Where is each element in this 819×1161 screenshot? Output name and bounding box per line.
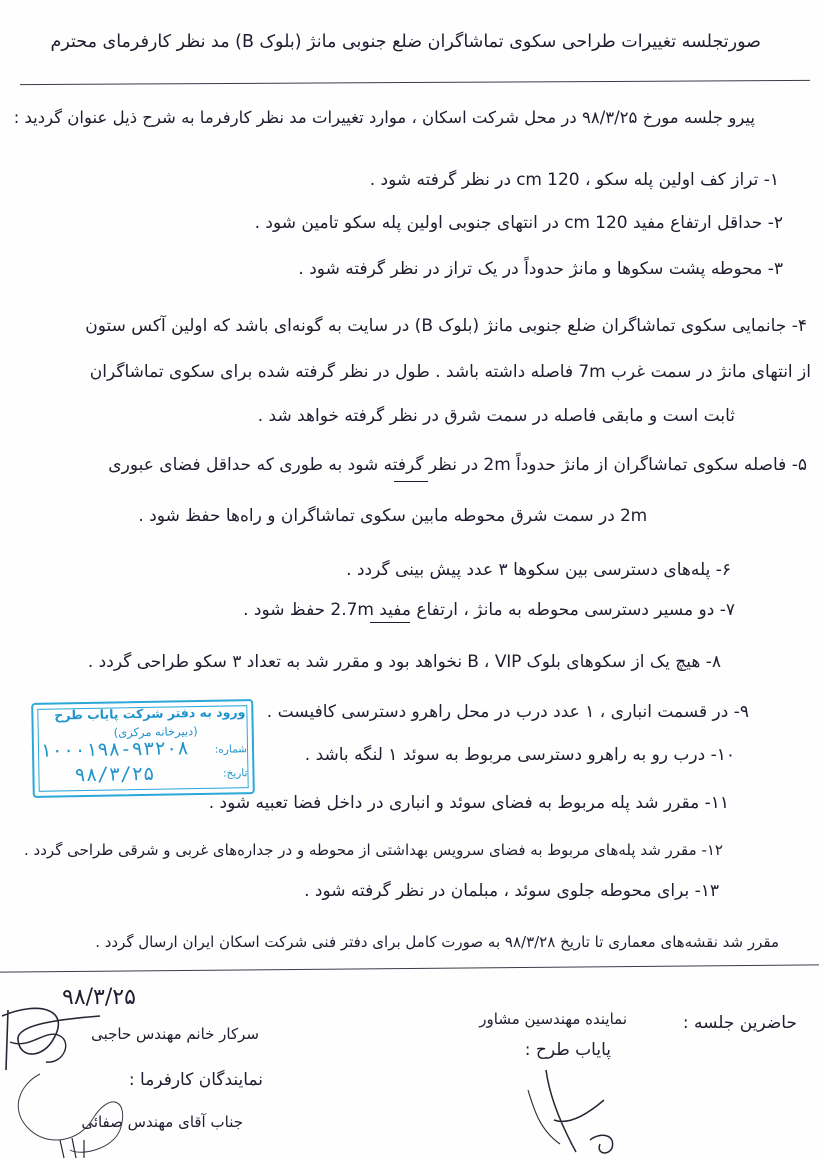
signature-right — [520, 1060, 640, 1161]
item-5-line-1: ۵- فاصله سکوی تماشاگران از مانژ حدوداً 2m در نظر گرفته شود به طوری که حداقل فضای عبوری — [108, 455, 807, 475]
stamp-number-value: ۱۰۰۰۱۹۸-۹۳۲۰۸ — [39, 737, 189, 762]
item-4-line-3: ثابت است و مابقی فاصله در سمت شرق در نظر گرفته خواهد شد . — [257, 406, 735, 426]
item-4-line-2: از انتهای مانژ در سمت غرب 7m فاصله داشته باشد . طول در نظر گرفته شده برای سکوی تماشاگران — [89, 362, 811, 382]
conclusion-paragraph: مقرر شد نقشه‌های معماری تا تاریخ ۹۸/۳/۲۸ به صورت کامل برای دفتر فنی شرکت اسکان ایران ارسال گردد . — [95, 933, 779, 951]
stamp-date-label: تاریخ: — [222, 767, 248, 780]
item-9: ۹- در قسمت انباری ، ۱ عدد درب در محل راهرو دسترسی کافیست . — [266, 702, 749, 722]
receipt-stamp — [31, 699, 255, 798]
document-title: صورتجلسه تغییرات طراحی سکوی تماشاگران ضلع جنوبی مانژ (بلوک B) مد نظر کارفرمای محترم — [50, 32, 761, 52]
item-13: ۱۳- برای محوطه جلوی سوئد ، مبلمان در نظر گرفته شود . — [304, 881, 719, 901]
item-4-line-1: ۴- جانمایی سکوی تماشاگران ضلع جنوبی مانژ (بلوک B) در سایت به گونه‌ای باشد که اولین آکس ستون — [85, 316, 807, 336]
item-8: ۸- هیچ یک از سکوهای بلوک B ، VIP نخواهد بود و مقرر شد به تعداد ۳ سکو طراحی گردد . — [87, 652, 721, 672]
item-11: ۱۱- مقرر شد پله مربوط به فضای سوئد و انباری در داخل فضا تعبیه شود . — [208, 793, 729, 813]
item-6: ۶- پله‌های دسترسی بین سکوها ۳ عدد پیش بینی گردد . — [346, 560, 731, 580]
employer-rep-2: جناب آقای مهندس صفائی — [81, 1113, 243, 1131]
item-1: ۱- تراز کف اولین پله سکو ، 120 cm در نظر گرفته شود . — [369, 170, 779, 190]
handwritten-date: ۹۸/۳/۲۵ — [62, 985, 136, 1010]
payab-representative: نماینده مهندسین مشاور — [479, 1010, 627, 1028]
item-10: ۱۰- درب رو به راهرو دسترسی مربوط به سوئد ۱ لنگه باشد . — [304, 745, 735, 765]
item-3: ۳- محوطه پشت سکوها و مانژ حدوداً در یک تراز در نظر گرفته شود . — [298, 259, 783, 279]
title-divider — [20, 80, 810, 85]
employer-reps-label: نمایندگان کارفرما : — [128, 1070, 263, 1090]
employer-rep-1: سرکار خانم مهندس حاجبی — [91, 1025, 259, 1043]
item-7: ۷- دو مسیر دسترسی محوطه به مانژ ، ارتفاع مفید 2.7m حفظ شود . — [243, 600, 735, 620]
bottom-divider — [0, 964, 819, 972]
item-12: ۱۲- مقرر شد پله‌های مربوط به فضای سرویس بهداشتی از محوطه و در جداره‌های غربی و شرقی طراحی گردد . — [24, 841, 723, 859]
item-5-line-2: 2m در سمت شرق محوطه مابین سکوی تماشاگران و راه‌ها حفظ شود . — [138, 506, 647, 526]
intro-paragraph: پیرو جلسه مورخ ۹۸/۳/۲۵ در محل شرکت اسکان ، موارد تغییرات مد نظر کارفرما به شرح ذیل عنوان گردید : — [13, 108, 755, 127]
stamp-department: (دبیرخانه مرکزی) — [113, 724, 198, 740]
stamp-number-label: شماره: — [214, 743, 248, 756]
payab-name: پایاب طرح : — [524, 1040, 611, 1060]
attendees-label: حاضرین جلسه : — [682, 1013, 797, 1033]
signature-left — [0, 980, 260, 1161]
underline-2m — [394, 481, 428, 482]
underline-2-7m — [370, 622, 410, 623]
item-2: ۲- حداقل ارتفاع مفید 120 cm در انتهای جنوبی اولین پله سکو تامین شود . — [254, 213, 783, 233]
stamp-company: ورود به دفتر شرکت پایاب طرح — [54, 704, 246, 723]
stamp-date-value: ۹۸/۳/۲۵ — [74, 762, 155, 787]
